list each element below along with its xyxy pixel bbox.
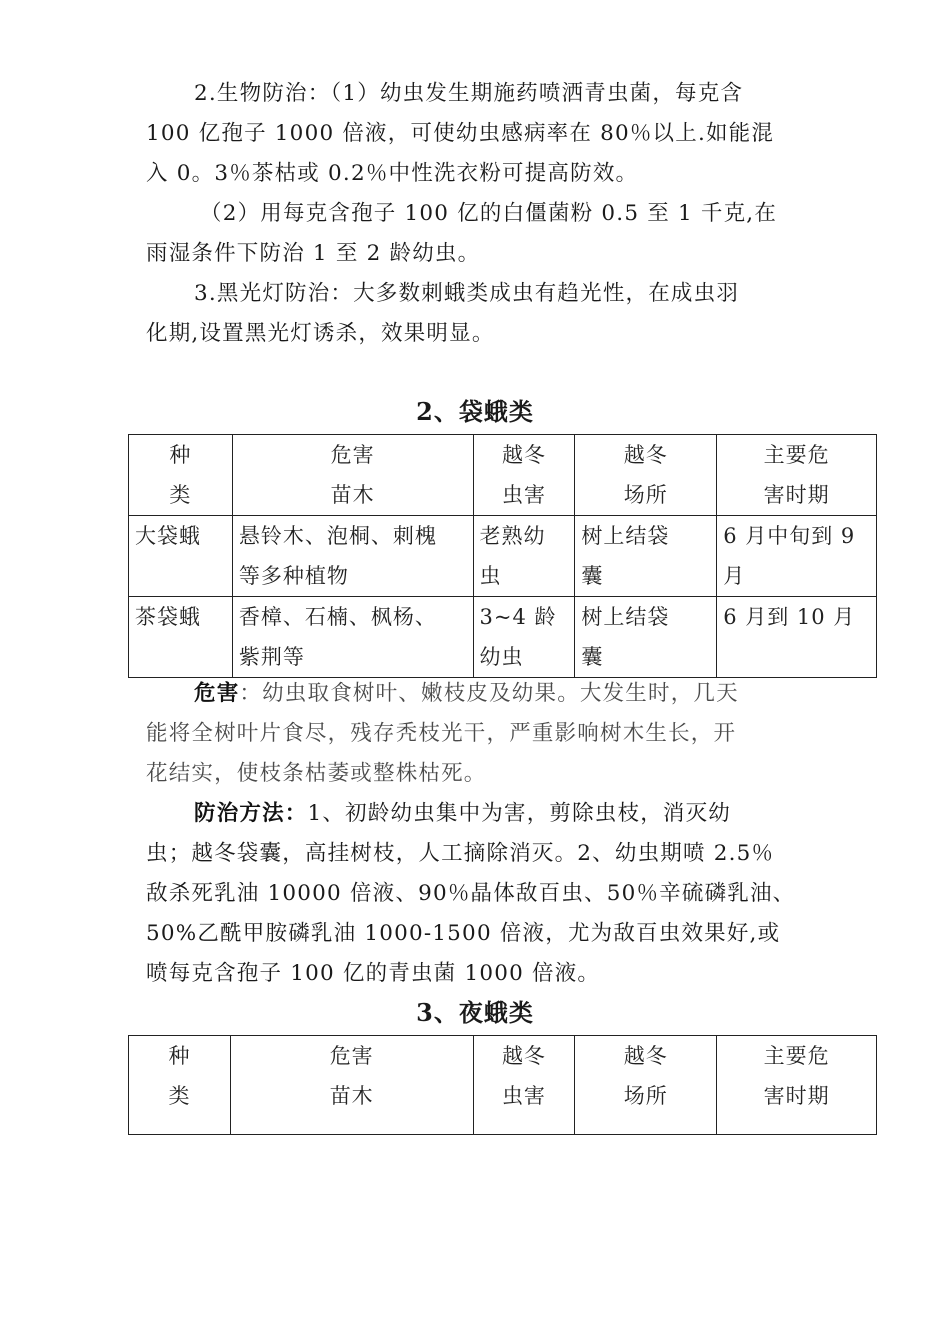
text-line: 3.黑光灯防治：大多数刺蛾类成虫有趋光性，在成虫羽 — [194, 281, 740, 306]
text-line: 雨湿条件下防治 1 至 2 龄幼虫。 — [146, 241, 481, 266]
cell-stage: 老熟幼 虫 — [473, 516, 575, 597]
text-line: 敌杀死乳油 10000 倍液、90％晶体敌百虫、50％辛硫磷乳油、 — [146, 881, 796, 906]
black-light-paragraph — [146, 274, 814, 354]
section-heading-bagworm: 2、袋蛾类 — [416, 397, 534, 426]
text-line: ：幼虫取食树叶、嫩枝皮及幼果。大发生时，几天 — [239, 681, 739, 706]
cell-period: 6 月到 10 月 — [717, 597, 877, 678]
text-line: 100 亿孢子 1000 倍液，可使幼虫感病率在 80％以上.如能混 — [146, 121, 775, 146]
noctuid-table — [128, 1035, 877, 1135]
text-line: （2）用每克含孢子 100 亿的白僵菌粉 0.5 至 1 千克,在 — [200, 201, 778, 226]
white-muscardine-paragraph — [146, 194, 814, 274]
cell-species: 茶袋蛾 — [129, 597, 233, 678]
header-overwinter-place: 越冬 场所 — [575, 1036, 717, 1135]
text-line: 50%乙酰甲胺磷乳油 1000-1500 倍液，尤为敌百虫效果好,或 — [146, 921, 781, 946]
table-header-row — [129, 435, 877, 516]
cell-stage: 3~4 龄 幼虫 — [473, 597, 575, 678]
header-host: 危害 苗木 — [232, 435, 473, 516]
header-overwinter-stage: 越冬 虫害 — [473, 435, 575, 516]
text-line: 1、初龄幼虫集中为害，剪除虫枝，消灭幼 — [307, 801, 731, 826]
cell-host: 香樟、石楠、枫杨、 紫荆等 — [232, 597, 473, 678]
control-paragraph — [146, 794, 814, 994]
header-damage-period: 主要危 害时期 — [717, 435, 877, 516]
bagworm-table — [128, 434, 877, 678]
control-label: 防治方法： — [194, 801, 308, 826]
header-overwinter-place: 越冬 场所 — [575, 435, 717, 516]
header-damage-period: 主要危 害时期 — [717, 1036, 877, 1135]
text-line: 2.生物防治：（1）幼虫发生期施药喷洒青虫菌，每克含 — [194, 81, 744, 106]
cell-period: 6 月中旬到 9 月 — [717, 516, 877, 597]
harm-paragraph — [146, 674, 814, 794]
text-line: 能将全树叶片食尽，残存秃枝光干，严重影响树木生长，开 — [146, 721, 737, 746]
text-line: 入 0。3％茶枯或 0.2％中性洗衣粉可提高防效。 — [146, 161, 639, 186]
header-species: 种 类 — [129, 1036, 231, 1135]
header-overwinter-stage: 越冬 虫害 — [473, 1036, 575, 1135]
table-row — [129, 516, 877, 597]
harm-label: 危害 — [194, 681, 240, 706]
text-line: 化期,设置黑光灯诱杀，效果明显。 — [146, 321, 495, 346]
text-line: 花结实，使枝条枯萎或整株枯死。 — [146, 761, 487, 786]
header-host: 危害 苗木 — [230, 1036, 473, 1135]
table-row — [129, 597, 877, 678]
text-line: 虫；越冬袋囊，高挂树枝，人工摘除消灭。2、幼虫期喷 2.5％ — [146, 841, 775, 866]
cell-host: 悬铃木、泡桐、刺槐 等多种植物 — [232, 516, 473, 597]
cell-place: 树上结袋 囊 — [575, 516, 717, 597]
table-header-row — [129, 1036, 877, 1135]
header-species: 种 类 — [129, 435, 233, 516]
cell-species: 大袋蛾 — [129, 516, 233, 597]
cell-place: 树上结袋 囊 — [575, 597, 717, 678]
text-line: 喷每克含孢子 100 亿的青虫菌 1000 倍液。 — [146, 961, 601, 986]
section-heading-noctuid: 3、夜蛾类 — [416, 998, 534, 1027]
bio-control-paragraph — [146, 74, 814, 194]
